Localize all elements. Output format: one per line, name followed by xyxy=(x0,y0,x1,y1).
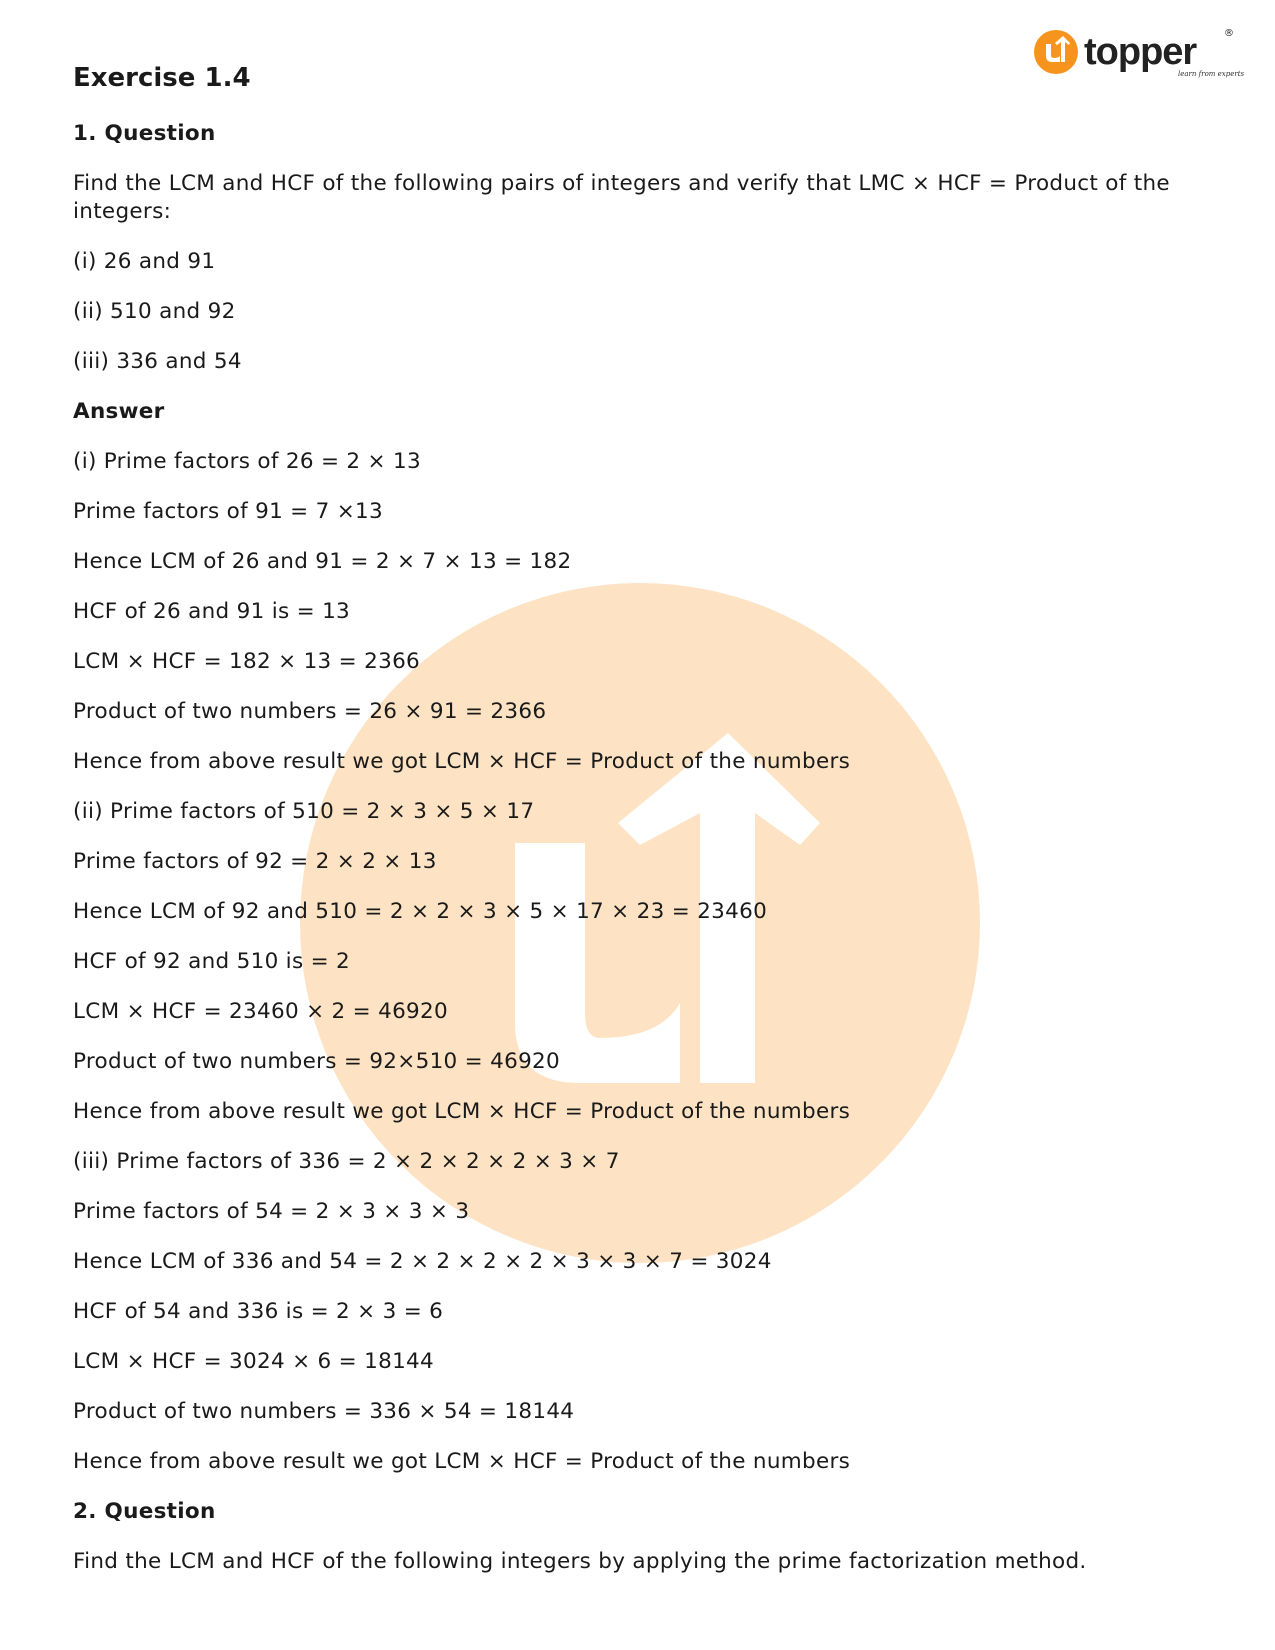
section-heading: Answer xyxy=(73,399,165,424)
text-line: (ii) Prime factors of 510 = 2 × 3 × 5 × 17 xyxy=(73,799,535,824)
text-line: Prime factors of 91 = 7 ×13 xyxy=(73,499,384,524)
section-heading: 1. Question xyxy=(73,121,216,146)
text-line: HCF of 54 and 336 is = 2 × 3 = 6 xyxy=(73,1299,444,1324)
text-line: Prime factors of 92 = 2 × 2 × 13 xyxy=(73,849,437,874)
logo-tagline: learn from experts xyxy=(1178,70,1245,78)
text-line: LCM × HCF = 23460 × 2 = 46920 xyxy=(73,999,448,1024)
text-line: (i) 26 and 91 xyxy=(73,249,216,274)
logo-brand-text: topper xyxy=(1084,31,1197,73)
text-line: Hence LCM of 92 and 510 = 2 × 2 × 3 × 5 × 17 × 23 = 23460 xyxy=(73,899,768,924)
text-line: (ii) 510 and 92 xyxy=(73,299,236,324)
text-line: Hence from above result we got LCM × HCF = Product of the numbers xyxy=(73,1449,851,1474)
text-line: LCM × HCF = 3024 × 6 = 18144 xyxy=(73,1349,435,1374)
text-line: LCM × HCF = 182 × 13 = 2366 xyxy=(73,649,421,674)
text-line: Hence from above result we got LCM × HCF = Product of the numbers xyxy=(73,749,851,774)
section-heading: 2. Question xyxy=(73,1499,216,1524)
document-body xyxy=(73,58,1203,1598)
page-title: Exercise 1.4 xyxy=(73,63,251,93)
document-lines xyxy=(73,120,1203,1598)
text-line: (iii) Prime factors of 336 = 2 × 2 × 2 × 2 × 3 × 7 xyxy=(73,1149,620,1174)
text-line: (iii) 336 and 54 xyxy=(73,349,242,374)
text-line: Hence from above result we got LCM × HCF = Product of the numbers xyxy=(73,1099,851,1124)
text-line: (i) Prime factors of 26 = 2 × 13 xyxy=(73,449,421,474)
text-line: Product of two numbers = 26 × 91 = 2366 xyxy=(73,699,547,724)
text-line: Hence LCM of 336 and 54 = 2 × 2 × 2 × 2 × 3 × 3 × 7 = 3024 xyxy=(73,1249,772,1274)
text-line: Product of two numbers = 92×510 = 46920 xyxy=(73,1049,561,1074)
text-line: Prime factors of 54 = 2 × 3 × 3 × 3 xyxy=(73,1199,470,1224)
topper-logo-icon xyxy=(1034,26,1245,88)
text-line: HCF of 26 and 91 is = 13 xyxy=(73,599,351,624)
text-line: HCF of 92 and 510 is = 2 xyxy=(73,949,351,974)
logo-registered-mark: ® xyxy=(1224,28,1234,39)
text-line: Find the LCM and HCF of the following integers by applying the prime factorization method. xyxy=(73,1549,1087,1574)
text-line: Hence LCM of 26 and 91 = 2 × 7 × 13 = 182 xyxy=(73,549,572,574)
text-line: Find the LCM and HCF of the following pairs of integers and verify that LMC × HCF = Product of the integers: xyxy=(73,171,1170,224)
text-line: Product of two numbers = 336 × 54 = 18144 xyxy=(73,1399,575,1424)
